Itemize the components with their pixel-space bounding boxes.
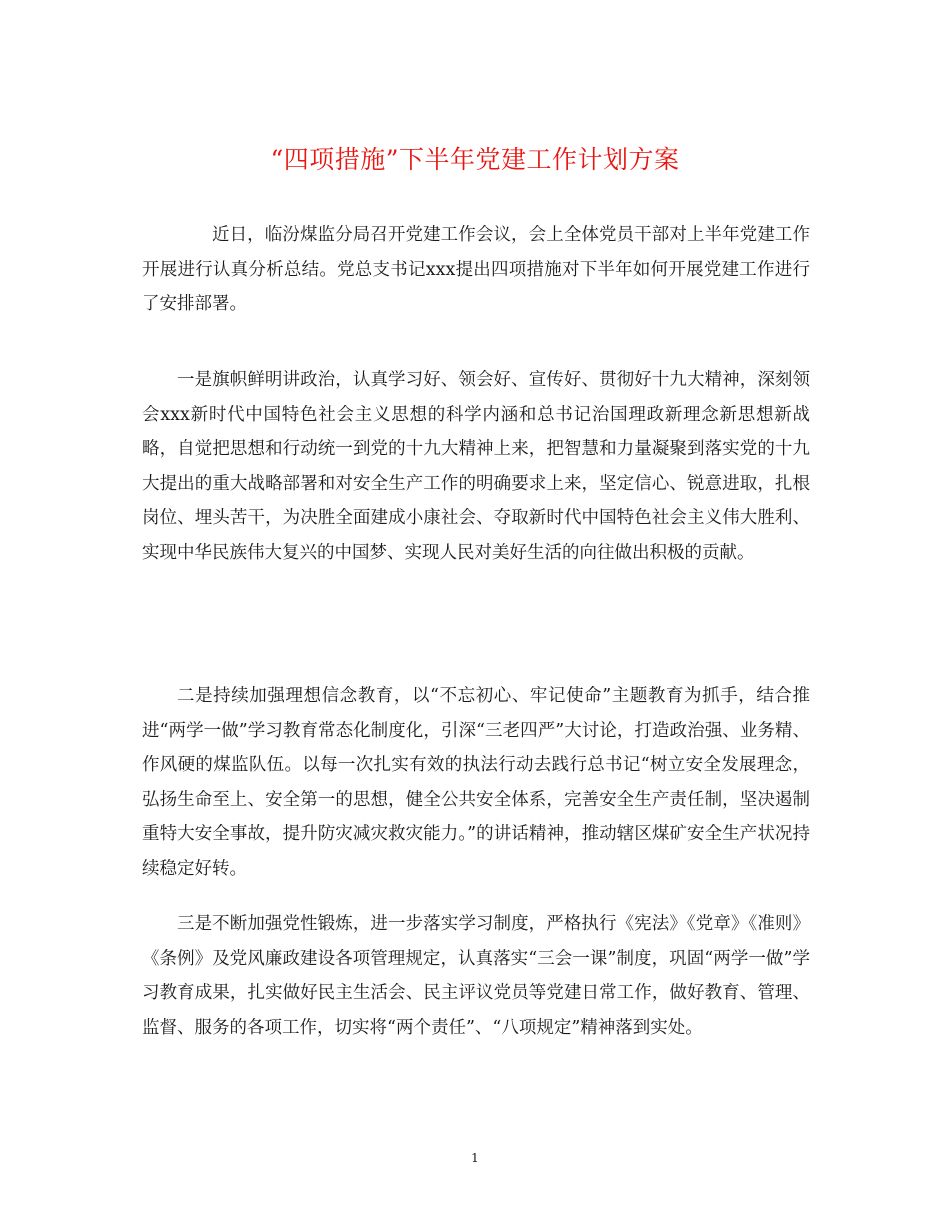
paragraph-measure-one: 一是旗帜鲜明讲政治，认真学习好、领会好、宣传好、贯彻好十九大精神，深刻领会xxx新时代中国特色社会主义思想的科学内涵和总书记治国理政新理念新思想新战略，自觉把思想和行动统一到党的十九大精神上来，把智慧和力量凝聚到落实党的十九大提出的重大战略部署和对安全生产工作的明确要求上来，坚定信心、锐意进取，扎根岗位、埋头苦干，为决胜全面建成小康社会、夺取新时代中国特色社会主义伟大胜利、实现中华民族伟大复兴的中国梦、实现人民对美好生活的向往做出积极的贡献。 (142, 370, 810, 563)
paragraph-measure-three: 三是不断加强党性锻炼，进一步落实学习制度，严格执行《宪法》《党章》《准则》《条例》及党风廉政建设各项管理规定，认真落实“三会一课”制度，巩固“两学一做”学习教育成果，扎实做好民主生活会、民主评议党员等党建日常工作，做好教育、管理、监督、服务的各项工作，切实将“两个责任”、“八项规定”精神落到实处。 (142, 914, 810, 1038)
paragraph-intro: 近日，临汾煤监分局召开党建工作会议，会上全体党员干部对上半年党建工作开展进行认真分析总结。党总支书记xxx提出四项措施对下半年如何开展党建工作进行了安排部署。 (142, 225, 810, 314)
paragraph-measure-two: 二是持续加强理想信念教育，以“不忘初心、牢记使命”主题教育为抓手，结合推进“两学一做”学习教育常态化制度化，引深“三老四严”大讨论，打造政治强、业务精、作风硬的煤监队伍。以每一次扎实有效的执法行动去践行总书记“树立安全发展理念，弘扬生命至上、安全第一的思想，健全公共安全体系，完善安全生产责任制，坚决遏制重特大安全事故，提升防灾减灾救灾能力。”的讲话精神，推动辖区煤矿安全生产状况持续稳定好转。 (142, 686, 810, 879)
document-title: “四项措施”下半年党建工作计划方案 (270, 145, 680, 174)
page-number: 1 (471, 1151, 479, 1165)
